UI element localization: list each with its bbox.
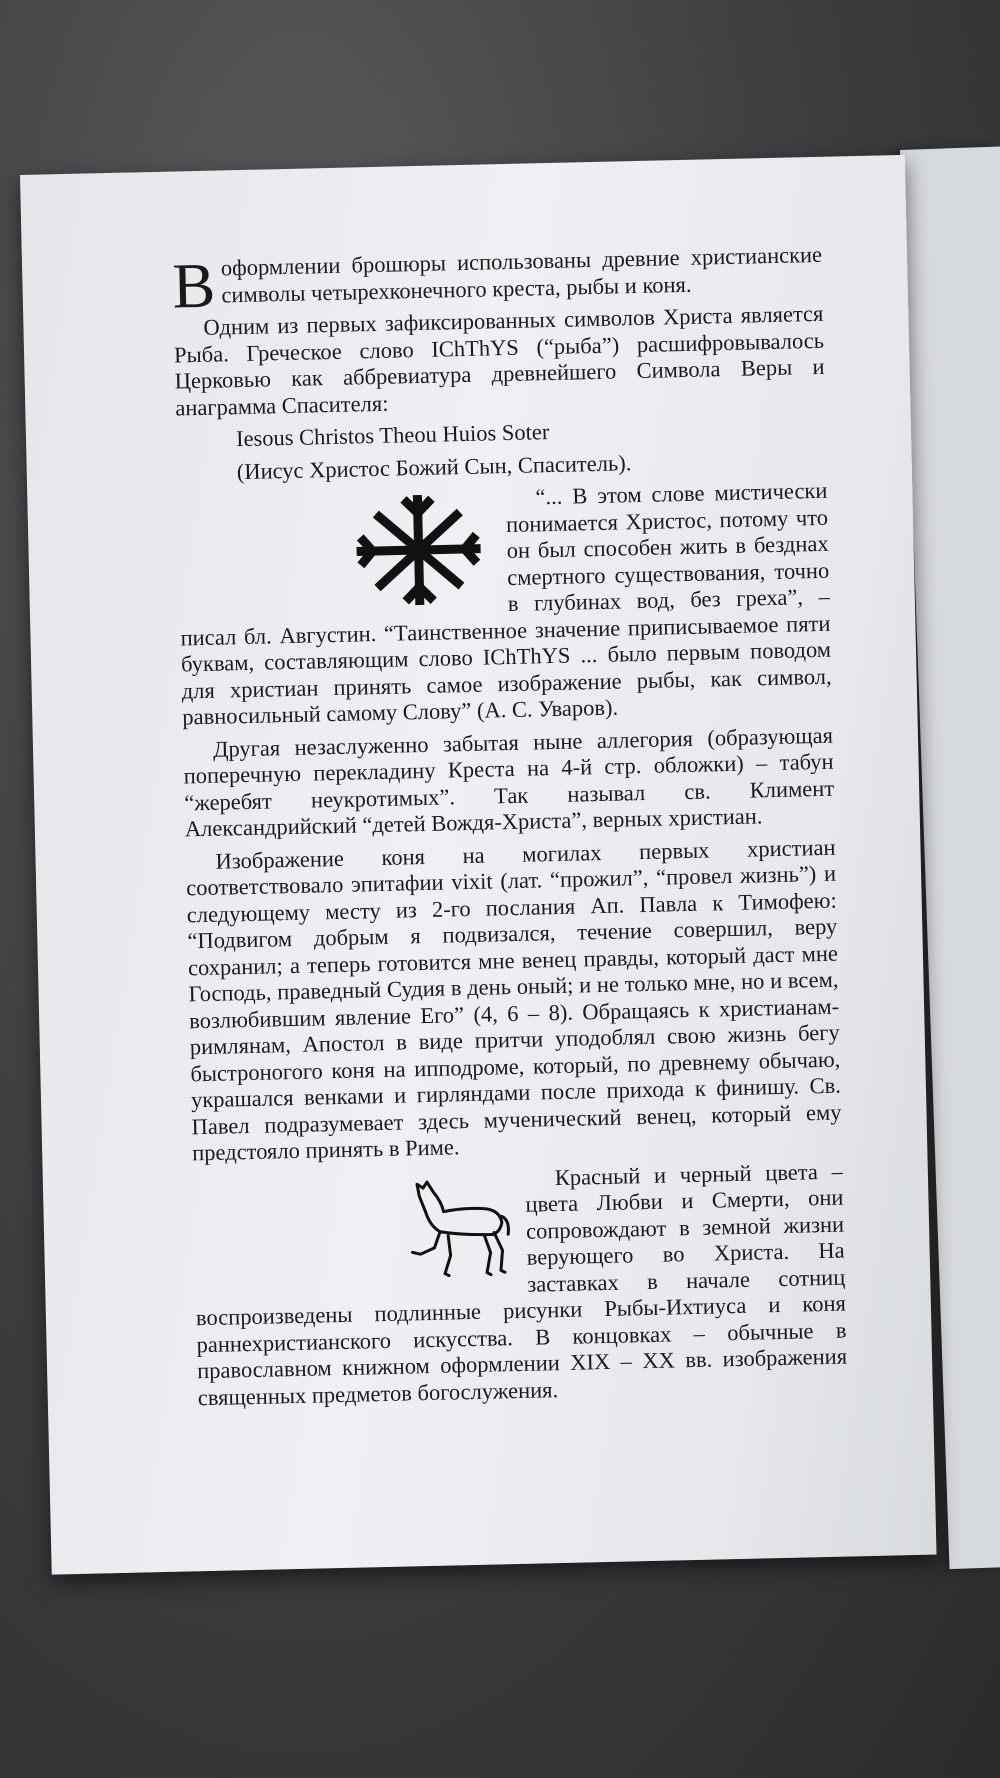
horse-ornament: [403, 1172, 516, 1292]
horse-icon: [403, 1172, 515, 1284]
page-text: [172, 242, 848, 1417]
augustine-quote: [177, 478, 832, 731]
foals-paragraph: Другая незаслуженно забытая ныне аллегория (образующая поперечную перекладину Креста на 4-й стр. обложки) – табун “жеребят неукротимых”. Так называл св. Климент Александрийский “детей Вождя-Христа”, верных христиан.: [183, 722, 835, 842]
cross-ornament: [347, 489, 490, 610]
ichthys-cross-icon: [347, 489, 490, 610]
ichthys-paragraph: Одним из первых зафиксированных символов Христа является Рыба. Греческое слово IChThYS (“рыба”) расшифровывалось Церковью как аббревиатура древнейшего Символа Веры и анаграмма Спасителя:: [173, 300, 825, 421]
book-page: [20, 155, 937, 1575]
latin-formula: Iesous Christos Theou Huios Soter: [235, 419, 550, 452]
quote-text: “... В этом слове мистически понимается Христос, потому что он был способен жить в безднах смертного существования, точно в глубинах вод, без греха”, – писал бл. Августин. “Таинственное значение приписываемое пяти буквам, составляющим слово IChThYS ... было первым поводом для христиан принять самое изображение рыбы, как символ, равносильный самому Слову” (А. С. Уваров).: [180, 477, 832, 730]
intro-text: оформлении брошюры использованы древние христианские символы четырехконечного креста, рыбы и коня.: [220, 241, 823, 307]
translation-line: (Иисус Христос Божий Сын, Спаситель).: [236, 449, 632, 484]
colors-text: Красный и черный цвета – цвета Любви и Смерти, они сопровождают в земной жизни верующего во Христа. На заставках в начале сотниц воспроизведены подлинные рисунки Рыбы-Ихтиуса и коня раннехристианского искусства. В концовках – обычные в православном книжном оформлении XIX – XX вв. изображения священных предметов богослужения.: [195, 1158, 848, 1410]
colors-paragraph: [193, 1158, 848, 1411]
intro-paragraph: [171, 241, 823, 322]
horse-paragraph: Изображение коня на могилах первых христиан соответствовало эпитафии vixit (лат. “прожил”, “провел жизнь”) и следующему месту из 2-го послания Ап. Павла к Тимофею: “Подвигом добрым я подвизался, течение совершил, веру сохранил; а теперь готовится мне венец правды, который даст мне Господь, праведный Судия в день оный; и не только мне, но и всем, возлюбившим явление Его” (4, 6 – 8). Обращаясь к христианам-римлянам, Апостол в виде притчи уподоблял свою жизнь бегу быстроногого коня на ипподроме, который, по древнему обычаю, украшался венками и гирляндами после прихода к финишу. Св. Павел подразумевает здесь мученический венец, который ему предстояло принять в Риме.: [185, 834, 842, 1166]
drop-cap: В: [171, 249, 217, 322]
